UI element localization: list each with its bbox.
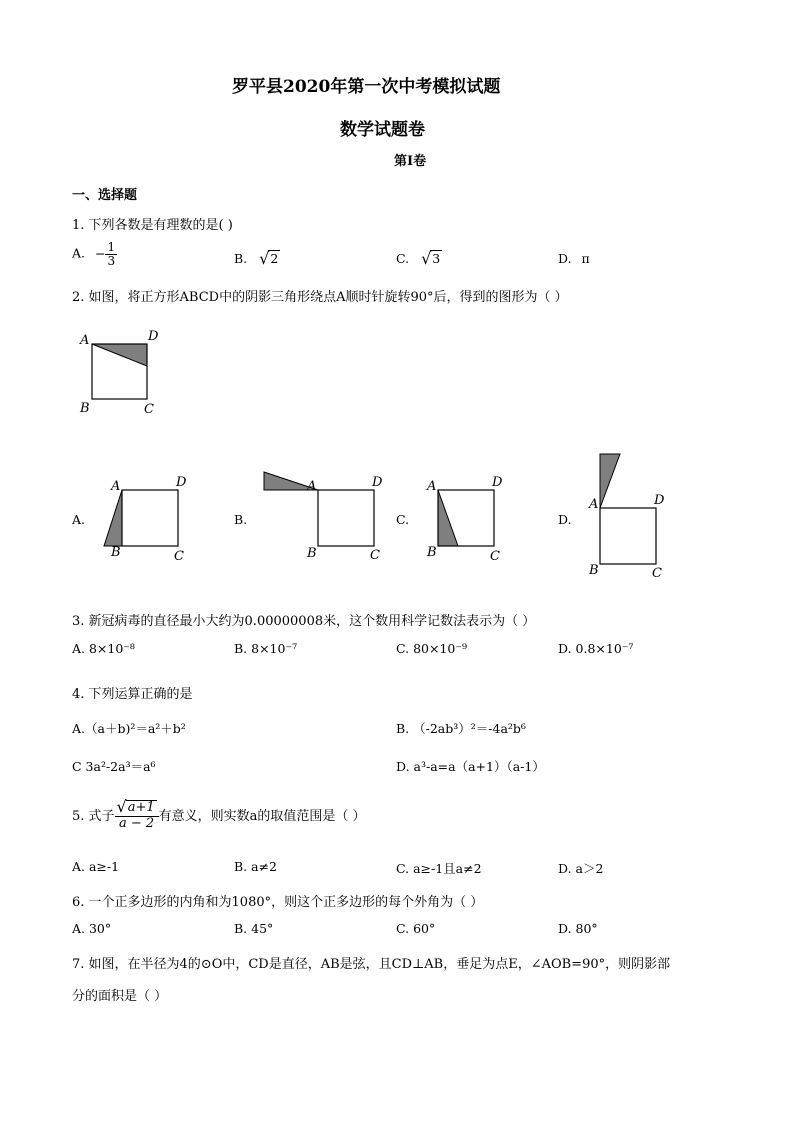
q2-option-b-label: B. <box>234 512 248 527</box>
question-7-stem-line-2: 分的面积是（ ） <box>72 989 168 1004</box>
vertex-label-c: C <box>174 549 184 564</box>
q5-prefix: 5. 式子 <box>72 809 115 825</box>
q1-option-c-label: C. <box>396 251 410 266</box>
vertex-label-d: D <box>176 475 187 490</box>
vertex-label-b: B <box>427 545 437 560</box>
vertex-label-a: A <box>111 479 121 494</box>
q1-option-a-sign: − <box>95 245 106 261</box>
q5-option-d: D. a＞2 <box>558 861 604 876</box>
q4-option-a: A.（a＋b)²＝a²＋b² <box>72 721 186 736</box>
shaded-triangle <box>104 490 122 546</box>
vertex-label-a: A <box>307 479 317 494</box>
q6-option-d: D. 80° <box>558 921 598 936</box>
q2-option-b-figure <box>262 470 392 563</box>
q2-option-c-figure <box>424 474 514 564</box>
vertex-label-a: A <box>589 497 599 512</box>
fraction-denominator: a − 2 <box>119 815 155 831</box>
vertex-label-c: C <box>370 548 380 563</box>
q2-option-d-figure <box>586 454 676 584</box>
question-6-stem: 6. 一个正多边形的内角和为1080°，则这个正多边形的每个外角为（ ） <box>72 895 484 910</box>
q1-option-b <box>234 249 280 268</box>
section-heading: 一、选择题 <box>72 188 138 203</box>
question-3-stem: 3. 新冠病毒的直径最小大约为0.00000008米，这个数用科学记数法表示为（ ） <box>72 614 536 629</box>
q5-option-c: C. a≥-1且a≠2 <box>396 861 482 876</box>
vertex-label-b: B <box>589 563 599 578</box>
vertex-label-d: D <box>654 493 665 508</box>
q3-option-b: B. 8×10⁻⁷ <box>234 641 298 656</box>
volume-label: 第Ⅰ卷 <box>394 154 427 169</box>
q5-option-a: A. a≥-1 <box>72 859 120 874</box>
radical-icon: √ <box>421 249 432 268</box>
vertex-label-d: D <box>372 475 383 490</box>
q6-option-c: C. 60° <box>396 921 436 936</box>
q4-option-c: C 3a²-2a³＝a⁶ <box>72 759 156 774</box>
q1-option-a <box>72 241 117 267</box>
vertex-label-c: C <box>144 402 154 417</box>
q2-option-d-label: D. <box>558 512 572 527</box>
q2-option-c-label: C. <box>396 512 410 527</box>
vertex-label-b: B <box>307 546 317 561</box>
q3-option-a: A. 8×10⁻⁸ <box>72 641 135 656</box>
q4-option-d: D. a³-a=a（a+1）（a-1） <box>396 759 545 774</box>
radical-icon: √ <box>116 797 127 816</box>
fraction-denominator: 3 <box>107 253 116 268</box>
q1-option-b-label: B. <box>234 251 248 266</box>
q3-option-c: C. 80×10⁻⁹ <box>396 641 467 656</box>
q2-main-figure <box>70 322 170 422</box>
q1-option-d <box>558 251 590 266</box>
question-4-stem: 4. 下列运算正确的是 <box>72 687 193 702</box>
q2-option-a-label: A. <box>72 512 86 527</box>
radical-icon: √ <box>259 249 270 268</box>
vertex-label-a: A <box>427 479 437 494</box>
page-subtitle: 数学试题卷 <box>340 120 425 140</box>
vertex-label-a: A <box>80 333 90 348</box>
page-title: 罗平县2020年第一次中考模拟试题 <box>232 77 501 97</box>
vertex-label-b: B <box>80 401 90 416</box>
vertex-label-d: D <box>492 475 503 490</box>
fraction-numerator <box>115 799 159 817</box>
question-1-stem: 1. 下列各数是有理数的是( ) <box>72 218 233 233</box>
question-7-stem-line-1: 7. 如图，在半径为4的⊙O中，CD是直径，AB是弦，且CD⊥AB，垂足为点E，∠AOB=90°，则阴影部 <box>72 957 671 972</box>
q5-numerator-radicand: a+1 <box>127 800 155 815</box>
square <box>122 490 178 546</box>
q1-option-c <box>396 249 442 268</box>
vertex-label-d: D <box>148 329 159 344</box>
vertex-label-b: B <box>111 545 121 560</box>
vertex-label-c: C <box>490 549 500 564</box>
q4-option-b: B. （-2ab³）²＝-4a²b⁶ <box>396 721 526 736</box>
q5-fraction <box>115 799 159 830</box>
q3-option-d: D. 0.8×10⁻⁷ <box>558 641 634 656</box>
shaded-triangle <box>438 490 458 546</box>
q1-option-d-value: π <box>581 251 590 266</box>
q1-option-a-label: A. <box>72 245 86 261</box>
question-5-stem <box>72 799 366 830</box>
q6-option-b: B. 45° <box>234 921 274 936</box>
q1-option-a-fraction <box>105 241 117 267</box>
q2-option-a-figure <box>100 474 190 564</box>
square <box>600 508 656 564</box>
q6-option-a: A. 30° <box>72 921 112 936</box>
shaded-triangle <box>92 344 147 366</box>
q1-option-d-label: D. <box>558 251 572 266</box>
q5-option-b: B. a≠2 <box>234 859 278 874</box>
square <box>318 490 374 546</box>
vertex-label-c: C <box>652 566 662 581</box>
fraction-numerator: 1 <box>107 240 116 254</box>
q1-option-c-radicand: 3 <box>432 251 441 266</box>
q1-option-b-radicand: 2 <box>270 251 279 266</box>
shaded-triangle <box>600 454 620 508</box>
question-2-stem: 2. 如图，将正方形ABCD中的阴影三角形绕点A顺时针旋转90°后，得到的图形为（ ） <box>72 290 568 305</box>
q5-suffix: 有意义，则实数a的取值范围是（ ） <box>158 809 366 825</box>
